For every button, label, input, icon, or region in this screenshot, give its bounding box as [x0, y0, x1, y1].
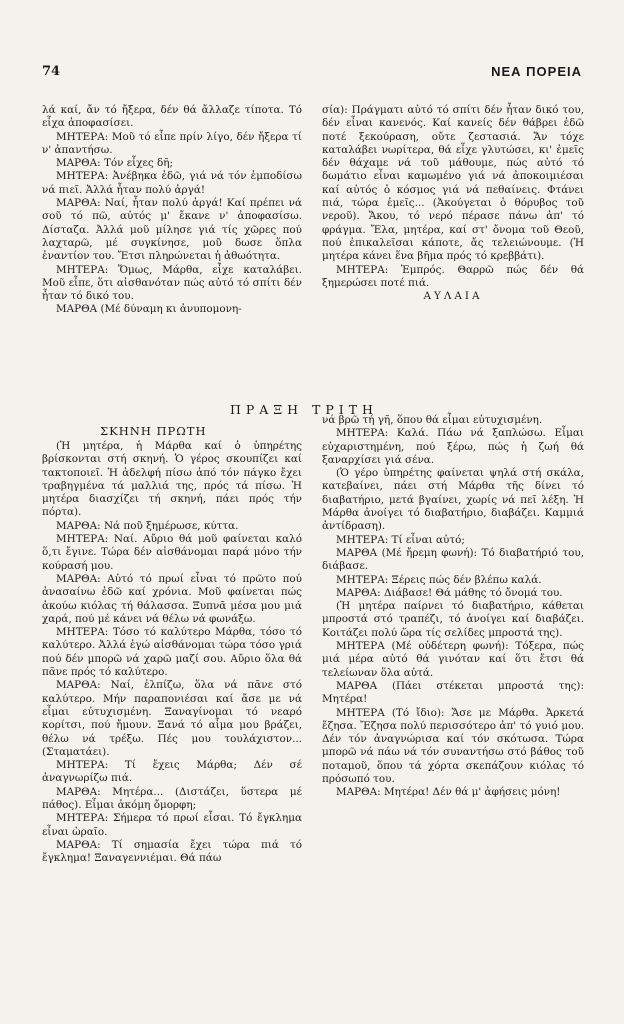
paragraph: ΜΗΤΕΡΑ: Ξέρεις πώς δέν βλέπω καλά. [336, 573, 542, 586]
journal-title: ΝΕΑ ΠΟΡΕΙΑ [491, 64, 582, 79]
scene-title: ΣΚΗΝΗ ΠΡΩΤΗ [100, 424, 207, 438]
paragraph: ΜΑΡΘΑ (Μέ ἤρεμη φωνή): Τό διαβατήριό του, διάβασε. [322, 546, 584, 573]
paragraph: ΜΑΡΘΑ: Νά ποῦ ξημέρωσε, κύττα. [56, 519, 239, 532]
page-number: 74 [42, 64, 61, 79]
paragraph: ΜΑΡΘΑ: Διάβασε! Θά μάθης τό ὄνομά του. [336, 586, 563, 599]
paragraph: λά καί, ἄν τό ἤξερα, δέν θά ἄλλαζε τίποτα. Τό εἶχα ἀποφασίσει. [42, 104, 302, 130]
paragraph: ΜΑΡΘΑ (Πάει στέκεται μπροστά της): Μητέρα! [322, 679, 584, 706]
paragraph: ΜΗΤΕΡΑ: Ὅμως, Μάρθα, εἶχε καταλάβει. Μοῦ εἶπε, ὅτι αἰσθανόταν πώς αὐτό τό σπίτι δέν ἦταν τό δικό του. [42, 263, 302, 303]
column-right-bottom [322, 414, 584, 800]
paragraph: ΜΑΡΘΑ (Μέ δύναμη κι ἀνυπομονη- [56, 303, 242, 316]
stage-direction: (Ἡ μητέρα, ἡ Μάρθα καί ὁ ὑπηρέτης βρίσκονται στή σκηνή. Ὁ γέρος σκουπίζει καί τακτοποιεῖ. Ἡ ἀδελφή πίσω ἀπό τόν πάγκο ἔχει τραβηγμένα τά μαλλιά της, πρός τά πίσω. Ἡ μητέρα διασχίζει τή σκηνή, πάει πρός τήν πόρτα). [42, 440, 302, 519]
paragraph: ΜΗΤΕΡΑ: Τί ἔχεις Μάρθα; Δέν σέ ἀναγνωρίζω πιά. [42, 759, 302, 785]
paragraph: ΜΑΡΘΑ: Ναί, ἦταν πολύ ἀργά! Καί πρέπει νά σοῦ τό πῶ, αὐτός μ' ἔκανε ν' ἀποφασίσω. Δίσταζα. Ἀλλά μοῦ μίλησε γιά τίς χῶρες πού λαχταρῶ, μέ συγκίνησε, μοῦ δωσε ὅπλα ἐναντίον του. Ἔτσι πληρώνεται ἡ ἀθωότητα. [42, 197, 302, 263]
paragraph: νά βρῶ τή γῆ, ὅπου θά εἶμαι εὐτυχισμένη. [322, 414, 543, 426]
paragraph: ΜΑΡΘΑ: Αὐτό τό πρωί εἶναι τό πρῶτο πού ἀνασαίνω ἐδῶ καί χρόνια. Μοῦ φαίνεται πώς ἀκούω κιόλας τή θάλασσα. Ξυπνᾶ μέσα μου μιά χαρά, πού μέ κάνει νά θέλω νά φωνάξω. [42, 572, 302, 625]
paragraph: ΜΗΤΕΡΑ: Τί εἶναι αὐτό; [336, 533, 465, 546]
paragraph: ΜΑΡΘΑ: Μητέρα! Δέν θά μ' ἀφήσεις μόνη! [336, 786, 561, 799]
paragraph: ΜΑΡΘΑ: Τί σημασία ἔχει τώρα πιά τό ἔγκλημα! Ξαναγεννιέμαι. Θά πάω [42, 838, 302, 865]
column-left-bottom [42, 440, 302, 866]
column-left-top [42, 104, 302, 317]
paragraph: ΜΗΤΕΡΑ: Μοῦ τό εἶπε πρίν λίγο, δέν ἤξερα τί ν' ἀπαντήσω. [42, 130, 302, 156]
act-title: ΠΡΑΞΗ ΤΡΙΤΗ [230, 402, 378, 417]
paragraph: ΜΗΤΕΡΑ: Τόσο τό καλύτερο Μάρθα, τόσο τό καλύτερο. Ἀλλά ἐγώ αἰσθάνομαι τώρα τόσο γριά πού δέν μπορῶ νά χαρῶ μαζί σου. Αὔριο ὅλα θά πᾶνε πρός τό καλύτερο. [42, 626, 302, 679]
stage-direction: (Ἡ μητέρα παίρνει τό διαβατήριο, κάθεται μπροστά στό τραπέζι, τό ἀνοίγει καί διαβάζει. Κοιτάζει πολύ ὥρα τίς σελίδες μπροστά της). [322, 600, 584, 639]
paragraph: ΜΗΤΕΡΑ (Τό ἴδιο): Ἄσε με Μάρθα. Ἀρκετά ἔζησα. Ἔζησα πολύ περισσότερο ἀπ' τό γυιό μου. Δέν τόν ἀναγνώρισα καί τόν σκότωσα. Τώρα μπορῶ νά πάω νά τόν συναντήσω στό βάθος τοῦ ποταμοῦ, ὅπου τά χόρτα σκεπάζουν κιόλας τό πρόσωπό του. [322, 706, 584, 786]
paragraph: ΜΗΤΕΡΑ (Μέ οὐδέτερη φωνή): Τόξερα, πώς μιά μέρα αὐτό θά γινόταν καί ὅτι ἔτσι θά τελείωναν ὅλα αὐτά. [322, 640, 584, 679]
paragraph: ΜΑΡΘΑ: Μητέρα... (Διστάζει, ὕστερα μέ πάθος). Εἶμαι ἀκόμη ὄμορφη; [42, 785, 302, 812]
stage-direction: (Ὁ γέρο ὑπηρέτης φαίνεται ψηλά στή σκάλα, κατεβαίνει, πάει στή Μάρθα τῆς δίνει τό διαβατήριο, μετά βγαίνει, χωρίς νά πεῖ λέξη. Ἡ Μάρθα ἀνοίγει τό διαβατήριο, διαβάζει. Καμμιά ἀντίδραση). [322, 467, 584, 533]
paragraph: ΜΗΤΕΡΑ: Ναί. Αὔριο θά μοῦ φαίνεται καλό ὅ,τι ἔγινε. Τώρα δέν αἰσθάνομαι παρά μόνο τήν κούρασή μου. [42, 533, 302, 572]
page-header [42, 64, 582, 86]
paragraph: ΜΗΤΕΡΑ: Ἐμπρός. Θαρρῶ πώς δέν θά ξημερώσει ποτέ πιά. [322, 263, 584, 289]
paragraph: ΜΗΤΕΡΑ: Σήμερα τό πρωί εἶσαι. Τό ἔγκλημα εἶναι ὡραῖο. [42, 812, 302, 838]
paragraph: σία): Πράγματι αὐτό τό σπίτι δέν ἦταν δικό του, δέν εἶναι κανενός. Καί κανείς δέν θάβρει ἐδῶ ποτέ ξεκούραση, οὔτε ζεστασιά. Ἄν τόχε καταλάβει νωρίτερα, θά εἶχε γλυτώσει, κι' ἐμεῖς δέν θάχαμε νά τοῦ μάθουμε, πώς αὐτό τό δωμάτιο εἶναι καμωμένο γιά νά ἀποκοιμιέσαι καί αὐτός ὁ κόσμος γιά νά πεθαίνεις. Φτάνει πιά, τώρα ἐμεῖς... (Ἀκούγεται ὁ θόρυβος τοῦ νεροῦ). Ἄκου, τό νερό πέρασε πάνω ἀπ' τό φράγμα. Ἔλα, μητέρα, καί στ' ὄνομα τοῦ Θεοῦ, πού ἐπικαλεῖσαι κάποτε, ἄς τελειώνουμε. (Ἡ μητέρα κάνει ἕνα βῆμα πρός τό κρεββάτι). [322, 104, 584, 263]
paragraph: ΜΗΤΕΡΑ: Ἀνέβηκα ἐδῶ, γιά νά τόν ἐμποδίσω νά πιεῖ. Ἀλλά ἦταν πολύ ἀργά! [42, 170, 302, 196]
paragraph: ΜΗΤΕΡΑ: Καλά. Πάω νά ξαπλώσω. Εἶμαι εὐχαριστημένη, πού ξέρω, πώς ἡ ζωή θά ξαναρχίσει γιά σένα. [322, 427, 584, 466]
curtain-end-mark: ΑΥΛΑΙΑ [423, 290, 483, 303]
paragraph: ΜΑΡΘΑ: Τόν εἶχες δῆ; [56, 157, 174, 170]
column-right-top [322, 104, 584, 303]
paragraph: ΜΑΡΘΑ: Ναί, ἐλπίζω, ὅλα νά πᾶνε στό καλύτερο. Μήν παραπονιέσαι καί ἄσε με νά εἶμαι εὐτυχισμένη. Ξαναγίνομαι τό νεαρό κορίτσι, πού ἤμουν. Ξανά τό αἷμα μου βράζει, θέλω νά τρέξω. Πές μου τουλάχιστον... (Σταματάει). [42, 679, 302, 758]
